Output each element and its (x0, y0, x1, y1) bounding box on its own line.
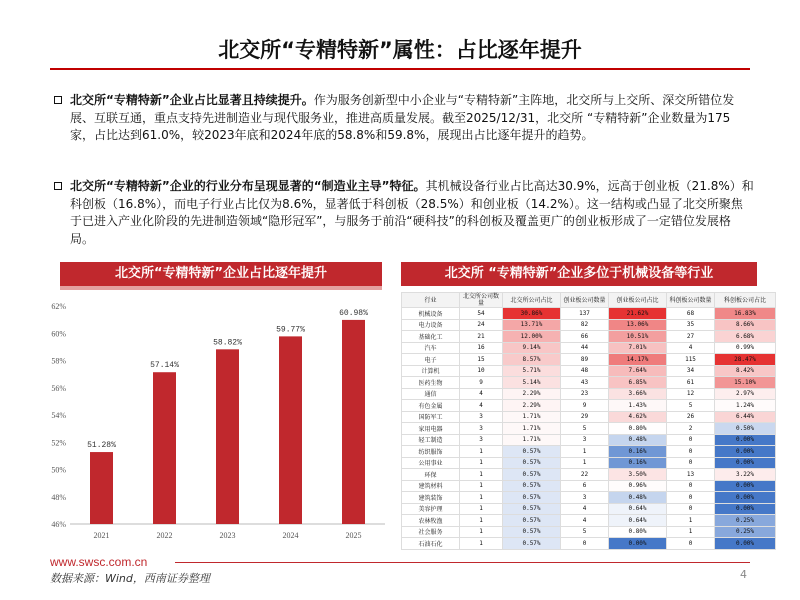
table-cell: 1 (460, 503, 503, 515)
table-cell: 电力设备 (402, 319, 460, 331)
y-tick-label: 62% (51, 302, 66, 311)
page-title: 北交所“专精特新”属性：占比逐年提升 (218, 38, 582, 62)
table-cell: 13 (667, 469, 715, 481)
table-cell: 纺织服饰 (402, 446, 460, 458)
table-cell: 0.57% (503, 469, 561, 481)
table-cell: 15.10% (715, 377, 776, 389)
table-header-cell: 科创板公司占比 (715, 293, 776, 308)
table-cell: 1 (460, 515, 503, 527)
y-tick-label: 54% (51, 411, 66, 420)
table-cell: 9.14% (503, 342, 561, 354)
table-cell: 12 (667, 388, 715, 400)
table-header-cell: 科创板公司数量 (667, 293, 715, 308)
table-cell: 医药生物 (402, 377, 460, 389)
table-cell: 22 (561, 469, 609, 481)
table-row (402, 388, 776, 400)
bar (342, 320, 365, 524)
table-row (402, 354, 776, 366)
table-cell: 0.57% (503, 515, 561, 527)
table-cell: 基础化工 (402, 331, 460, 343)
table-cell: 3 (460, 411, 503, 423)
table-cell: 有色金属 (402, 400, 460, 412)
table-cell: 3 (460, 434, 503, 446)
table-row (402, 342, 776, 354)
x-tick-label: 2023 (219, 531, 236, 540)
table-cell: 0 (667, 503, 715, 515)
page-number: 4 (740, 568, 747, 581)
table-cell: 0.57% (503, 538, 561, 550)
table-cell: 公用事业 (402, 457, 460, 469)
table-cell: 10 (460, 365, 503, 377)
y-tick-label: 60% (51, 329, 66, 339)
table-cell: 1 (667, 515, 715, 527)
table-cell: 137 (561, 308, 609, 320)
data-source: 数据来源：Wind，西南证券整理 (50, 572, 210, 585)
table-cell: 1.24% (715, 400, 776, 412)
table-cell: 0 (667, 434, 715, 446)
table-cell: 3 (561, 492, 609, 504)
table-cell: 通信 (402, 388, 460, 400)
bullet-2 (54, 178, 754, 248)
table-cell: 建筑装饰 (402, 492, 460, 504)
footer-divider (175, 562, 750, 563)
table-cell: 9 (561, 400, 609, 412)
bullet-square-icon (54, 182, 62, 190)
table-cell: 0.57% (503, 446, 561, 458)
table-header-cell: 创业板公司占比 (609, 293, 667, 308)
table-cell: 3.22% (715, 469, 776, 481)
table-cell: 1.71% (503, 411, 561, 423)
bar (279, 336, 302, 524)
table-row (402, 492, 776, 504)
table-cell: 44 (561, 342, 609, 354)
table-header-cell: 北交所公司数量 (460, 293, 503, 308)
x-tick-label: 2025 (345, 531, 362, 540)
title-divider (50, 68, 750, 70)
table-cell: 电子 (402, 354, 460, 366)
table-cell: 1 (561, 446, 609, 458)
table-cell: 0 (667, 492, 715, 504)
y-tick-label: 46% (51, 520, 66, 529)
table-row (402, 526, 776, 538)
table-row (402, 446, 776, 458)
table-row (402, 319, 776, 331)
bar-value-label: 60.98% (339, 308, 368, 318)
table-cell: 0.99% (715, 342, 776, 354)
table-cell: 汽车 (402, 342, 460, 354)
table-cell: 28.47% (715, 354, 776, 366)
chart-banner: 北交所“专精特新”企业占比逐年提升 (60, 262, 382, 286)
table-cell: 0.57% (503, 480, 561, 492)
table-cell: 1.43% (609, 400, 667, 412)
table-cell: 2.29% (503, 400, 561, 412)
bullet-1 (54, 92, 754, 145)
table-row (402, 331, 776, 343)
bullet-1-lead: 北交所“专精特新”企业占比显著且持续提升。 (70, 93, 314, 107)
table-cell: 29 (561, 411, 609, 423)
bullet-1-body: 作为服务创新型中小企业与“专精特新”主阵地，北交所与上交所、深交所错位发展、互联互通，重点支持先进制造业与现代服务业，推进高质量发展。截至2025/12/31，北交所 “专精特新”企业数量为175家，占比达到61.0%，较2023年底和2024年底的58.8%和59.8%，展现出占比逐年提升的趋势。 (70, 93, 735, 142)
table-cell: 14.17% (609, 354, 667, 366)
table-cell: 10.51% (609, 331, 667, 343)
table-cell: 1 (460, 469, 503, 481)
table-cell: 0.50% (715, 423, 776, 435)
table-cell: 61 (667, 377, 715, 389)
table-row (402, 365, 776, 377)
table-row (402, 480, 776, 492)
table-cell: 5 (561, 526, 609, 538)
table-cell: 0.00% (715, 492, 776, 504)
table-cell: 轻工制造 (402, 434, 460, 446)
table-cell: 23 (561, 388, 609, 400)
table-cell: 7.64% (609, 365, 667, 377)
table-cell: 1.71% (503, 434, 561, 446)
table-row (402, 515, 776, 527)
table-cell: 计算机 (402, 365, 460, 377)
table-cell: 5.14% (503, 377, 561, 389)
table-cell: 115 (667, 354, 715, 366)
table-cell: 1 (460, 538, 503, 550)
table-cell: 6.68% (715, 331, 776, 343)
table-cell: 21 (460, 331, 503, 343)
y-tick-label: 56% (51, 383, 66, 393)
bar (216, 349, 239, 524)
table-cell: 0 (561, 538, 609, 550)
table-row (402, 538, 776, 550)
table-cell: 3.50% (609, 469, 667, 481)
table-cell: 社会服务 (402, 526, 460, 538)
table-cell: 2.29% (503, 388, 561, 400)
y-tick-label: 52% (51, 438, 66, 448)
table-cell: 0.00% (715, 503, 776, 515)
table-cell: 13.71% (503, 319, 561, 331)
bullet-2-body: 其机械设备行业占比高达30.9%，远高于创业板（21.8%）和科创板（16.8%），而电子行业占比仅为8.6%，显著低于科创板（28.5%）和创业板（14.2%）。这一结构或凸显了北交所聚焦于已进入产业化阶段的先进制造领域“隐形冠军”，与服务于前沿“硬科技”的科创板及覆盖更广的创业板形成了一定错位发展格局。 (70, 179, 754, 246)
table-cell: 7.01% (609, 342, 667, 354)
table-cell: 16 (460, 342, 503, 354)
table-cell: 0.80% (609, 526, 667, 538)
table-cell: 24 (460, 319, 503, 331)
table-cell: 0 (667, 457, 715, 469)
table-cell: 3 (460, 423, 503, 435)
table-cell: 0.57% (503, 503, 561, 515)
table-cell: 环保 (402, 469, 460, 481)
table-cell: 0.25% (715, 526, 776, 538)
table-cell: 0.00% (715, 457, 776, 469)
footer-url[interactable]: www.swsc.com.cn (50, 555, 148, 569)
table-header-cell: 北交所公司占比 (503, 293, 561, 308)
bar (90, 452, 113, 524)
table-cell: 4.62% (609, 411, 667, 423)
table-cell: 4 (460, 400, 503, 412)
table-cell: 15 (460, 354, 503, 366)
table-cell: 机械设备 (402, 308, 460, 320)
table-cell: 1 (460, 446, 503, 458)
table-cell: 0.16% (609, 446, 667, 458)
table-cell: 0.00% (609, 538, 667, 550)
table-row (402, 308, 776, 320)
x-tick-label: 2022 (156, 531, 173, 540)
table-cell: 0.25% (715, 515, 776, 527)
table-cell: 0 (667, 480, 715, 492)
table-cell: 8.66% (715, 319, 776, 331)
table-cell: 0.80% (609, 423, 667, 435)
table-cell: 0.00% (715, 434, 776, 446)
table-cell: 68 (667, 308, 715, 320)
table-cell: 34 (667, 365, 715, 377)
table-header-cell: 行业 (402, 293, 460, 308)
bullet-square-icon (54, 96, 62, 104)
table-cell: 1 (460, 526, 503, 538)
table-cell: 0 (667, 446, 715, 458)
table-cell: 1 (460, 480, 503, 492)
table-cell: 国防军工 (402, 411, 460, 423)
table-cell: 35 (667, 319, 715, 331)
y-tick-label: 48% (51, 492, 66, 502)
y-tick-label: 58% (51, 356, 66, 366)
table-cell: 30.86% (503, 308, 561, 320)
table-cell: 0.57% (503, 526, 561, 538)
table-cell: 3.66% (609, 388, 667, 400)
bullet-2-lead: 北交所“专精特新”企业的行业分布呈现显著的“制造业主导”特征。 (70, 179, 426, 193)
table-cell: 0.16% (609, 457, 667, 469)
table-row (402, 411, 776, 423)
table-cell: 1.71% (503, 423, 561, 435)
table-cell: 26 (667, 411, 715, 423)
table-cell: 12.00% (503, 331, 561, 343)
bar-value-label: 59.77% (276, 325, 305, 335)
table-cell: 9 (460, 377, 503, 389)
table-cell: 27 (667, 331, 715, 343)
table-cell: 0.64% (609, 515, 667, 527)
x-tick-label: 2024 (282, 531, 299, 540)
table-cell: 2.97% (715, 388, 776, 400)
table-cell: 4 (561, 515, 609, 527)
table-cell: 21.62% (609, 308, 667, 320)
table-cell: 1 (460, 492, 503, 504)
table-cell: 4 (460, 388, 503, 400)
table-cell: 6.85% (609, 377, 667, 389)
table-cell: 0.00% (715, 538, 776, 550)
table-cell: 6.44% (715, 411, 776, 423)
table-cell: 1 (667, 526, 715, 538)
table-cell: 农林牧渔 (402, 515, 460, 527)
table-cell: 2 (667, 423, 715, 435)
table-cell: 16.83% (715, 308, 776, 320)
table-cell: 4 (561, 503, 609, 515)
table-cell: 66 (561, 331, 609, 343)
bar-value-label: 58.82% (213, 338, 242, 348)
table-header-row (402, 293, 776, 308)
table-cell: 5 (667, 400, 715, 412)
table-cell: 0 (667, 538, 715, 550)
table-row (402, 400, 776, 412)
bar-value-label: 51.28% (87, 441, 116, 451)
table-cell: 1 (460, 457, 503, 469)
table-cell: 家用电器 (402, 423, 460, 435)
table-cell: 0.00% (715, 480, 776, 492)
table-cell: 0.64% (609, 503, 667, 515)
bar (153, 372, 176, 524)
table-banner: 北交所 “专精特新”企业多位于机械设备等行业 (401, 262, 757, 286)
y-tick-label: 50% (51, 465, 66, 475)
table-cell: 5.71% (503, 365, 561, 377)
table-cell: 4 (667, 342, 715, 354)
table-row (402, 503, 776, 515)
table-cell: 8.57% (503, 354, 561, 366)
table-cell: 0.48% (609, 492, 667, 504)
table-row (402, 469, 776, 481)
table-header-cell: 创业板公司数量 (561, 293, 609, 308)
table-cell: 0.96% (609, 480, 667, 492)
table-cell: 建筑材料 (402, 480, 460, 492)
industry-table (401, 292, 776, 550)
table-cell: 6 (561, 480, 609, 492)
table-cell: 0.57% (503, 492, 561, 504)
table-cell: 8.42% (715, 365, 776, 377)
table-cell: 13.06% (609, 319, 667, 331)
table-cell: 82 (561, 319, 609, 331)
table-cell: 48 (561, 365, 609, 377)
table-cell: 石油石化 (402, 538, 460, 550)
bar-value-label: 57.14% (150, 361, 179, 371)
x-tick-label: 2021 (93, 531, 110, 540)
table-cell: 0.48% (609, 434, 667, 446)
table-row (402, 434, 776, 446)
table-cell: 54 (460, 308, 503, 320)
table-cell: 3 (561, 434, 609, 446)
table-row (402, 377, 776, 389)
bar-chart (40, 292, 390, 547)
table-cell: 43 (561, 377, 609, 389)
table-row (402, 423, 776, 435)
table-cell: 5 (561, 423, 609, 435)
table-cell: 89 (561, 354, 609, 366)
table-cell: 0.00% (715, 446, 776, 458)
table-cell: 美容护理 (402, 503, 460, 515)
table-cell: 0.57% (503, 457, 561, 469)
table-cell: 1 (561, 457, 609, 469)
table-row (402, 457, 776, 469)
